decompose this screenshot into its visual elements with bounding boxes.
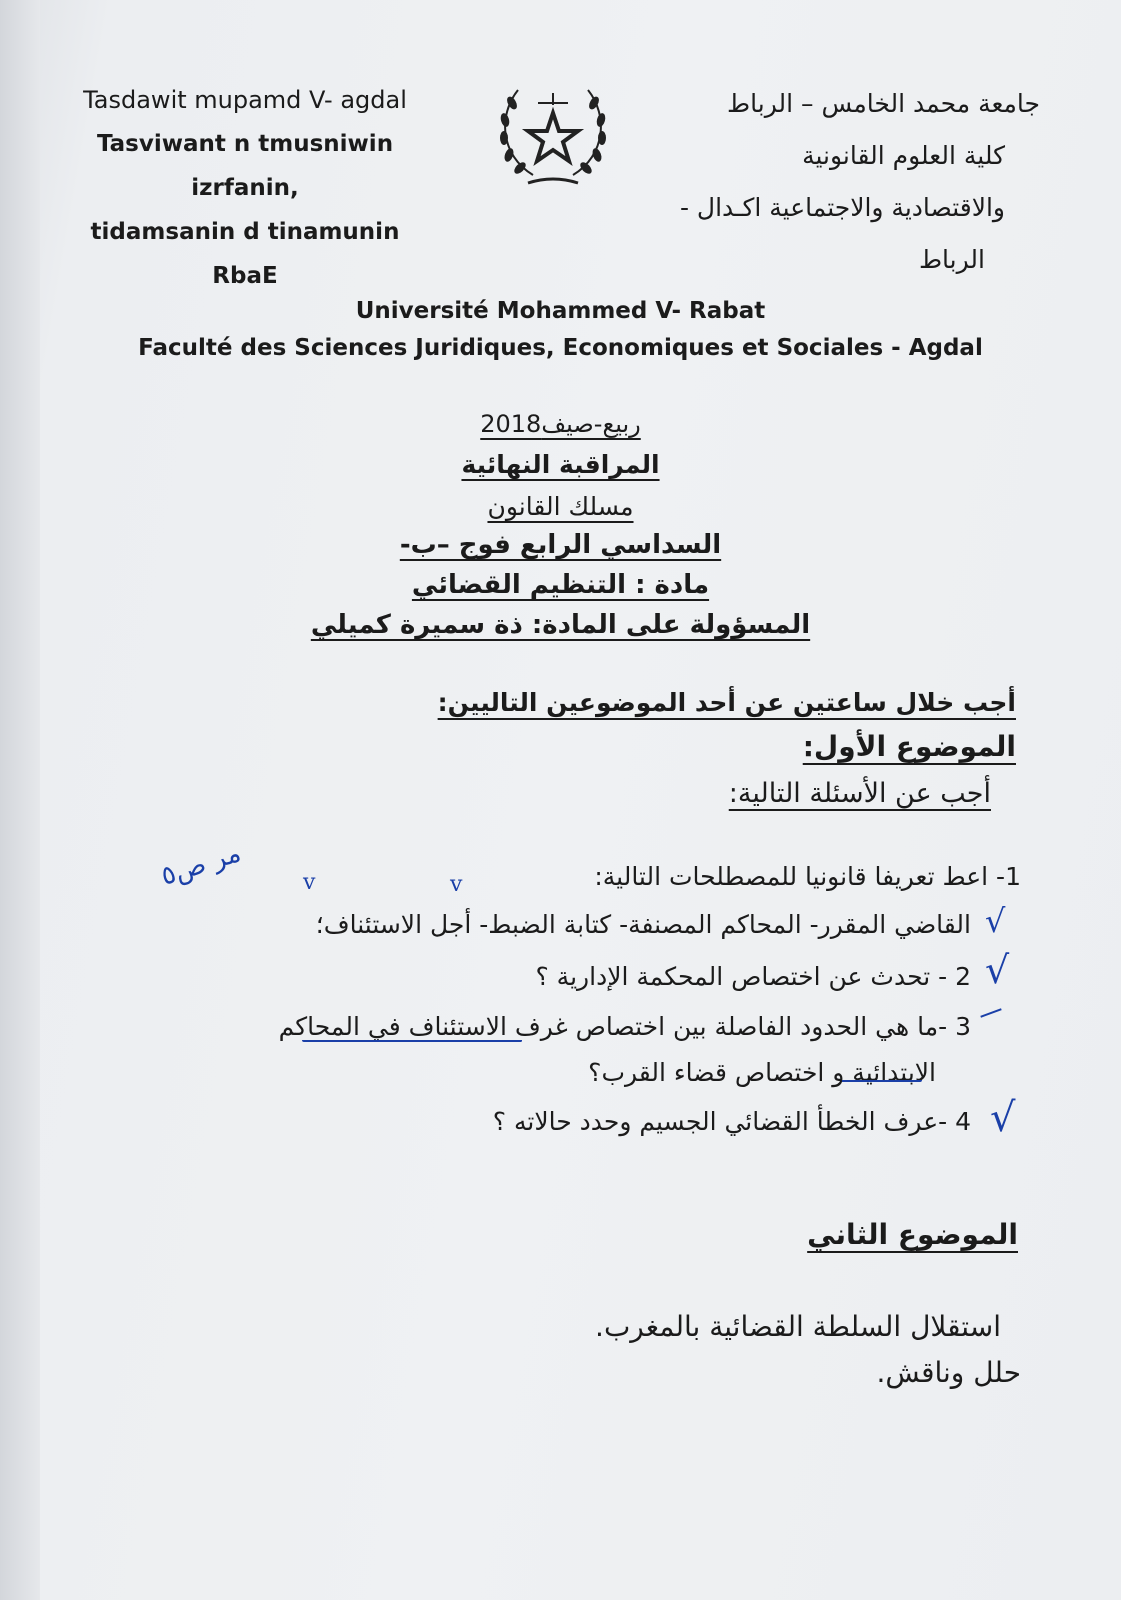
topic1-subtitle: أجب عن الأسئلة التالية: xyxy=(728,778,991,809)
exam-responsible: المسؤولة على المادة: ذة سميرة كميلي xyxy=(310,610,811,640)
question-3-line-2: الابتدائية و اختصاص قضاء القرب؟ xyxy=(588,1058,936,1087)
arabic-header xyxy=(630,78,1040,286)
question-1-terms: القاضي المقرر- المحاكم المصنفة- كتابة الضبط- أجل الاستئناف؛ xyxy=(315,910,971,939)
handwritten-dash-mark xyxy=(980,1008,1001,1017)
amazigh-line-1: Tasdawit mupamd V- agdal xyxy=(83,86,407,114)
topic1-title: الموضوع الأول: xyxy=(802,730,1016,763)
question-3-line-1: 3 -ما هي الحدود الفاصلة بين اختصاص غرف الاستئناف في المحاكم xyxy=(278,1012,971,1041)
handwritten-v-mark: v xyxy=(450,872,463,897)
exam-track: مسلك القانون xyxy=(487,492,634,521)
amazigh-line-2: Tasviwant n tmusniwin xyxy=(96,131,394,157)
topic2-title: الموضوع الثاني xyxy=(807,1218,1018,1251)
university-name: Université Mohammed V- Rabat xyxy=(355,298,766,324)
amazigh-line-5: RbaE xyxy=(212,263,278,289)
handwritten-check-mark: √ xyxy=(985,948,1010,992)
amazigh-line-4: tidamsanin d tinamunin xyxy=(90,219,400,245)
arabic-header-line-2: كلية العلوم القانونية xyxy=(802,141,1005,170)
faculty-name: Faculté des Sciences Juridiques, Economiques et Sociales - Agdal xyxy=(138,335,983,361)
exam-session: ربيع-صيف2018 xyxy=(480,410,641,438)
paper-fold-shadow xyxy=(0,0,40,1600)
handwritten-underline xyxy=(842,1080,922,1082)
amazigh-line-3: izrfanin, xyxy=(191,175,299,201)
topic2-instruction: حلل وناقش. xyxy=(876,1356,1021,1389)
amazigh-header xyxy=(70,78,420,298)
handwritten-underline xyxy=(302,1040,522,1042)
handwritten-check-mark: √ xyxy=(990,1095,1016,1141)
topic2-statement: استقلال السلطة القضائية بالمغرب. xyxy=(595,1310,1001,1343)
exam-subject: مادة : التنظيم القضائي xyxy=(411,570,710,600)
arabic-header-line-4: الرباط xyxy=(918,245,985,274)
arabic-header-line-1: جامعة محمد الخامس – الرباط xyxy=(727,89,1040,118)
question-1-prompt: 1- اعط تعريفا قانونيا للمصطلحات التالية: xyxy=(594,862,1021,891)
handwritten-v-mark: v xyxy=(303,870,316,895)
question-4: 4 -عرف الخطأ القضائي الجسيم وحدد حالاته ؟ xyxy=(492,1107,971,1136)
question-2: 2 - تحدث عن اختصاص المحكمة الإدارية ؟ xyxy=(535,962,971,991)
arabic-header-line-3: والاقتصادية والاجتماعية اكـدال - xyxy=(679,193,1005,222)
handwritten-check-mark: √ xyxy=(985,902,1006,940)
handwritten-note: مر ص٥ xyxy=(157,838,245,892)
university-emblem-icon xyxy=(488,75,618,195)
exam-instructions: أجب خلال ساعتين عن أحد الموضوعين التاليين: xyxy=(437,688,1016,717)
exam-semester: السداسي الرابع فوج –ب- xyxy=(399,530,722,560)
exam-type: المراقبة النهائية xyxy=(461,450,660,479)
